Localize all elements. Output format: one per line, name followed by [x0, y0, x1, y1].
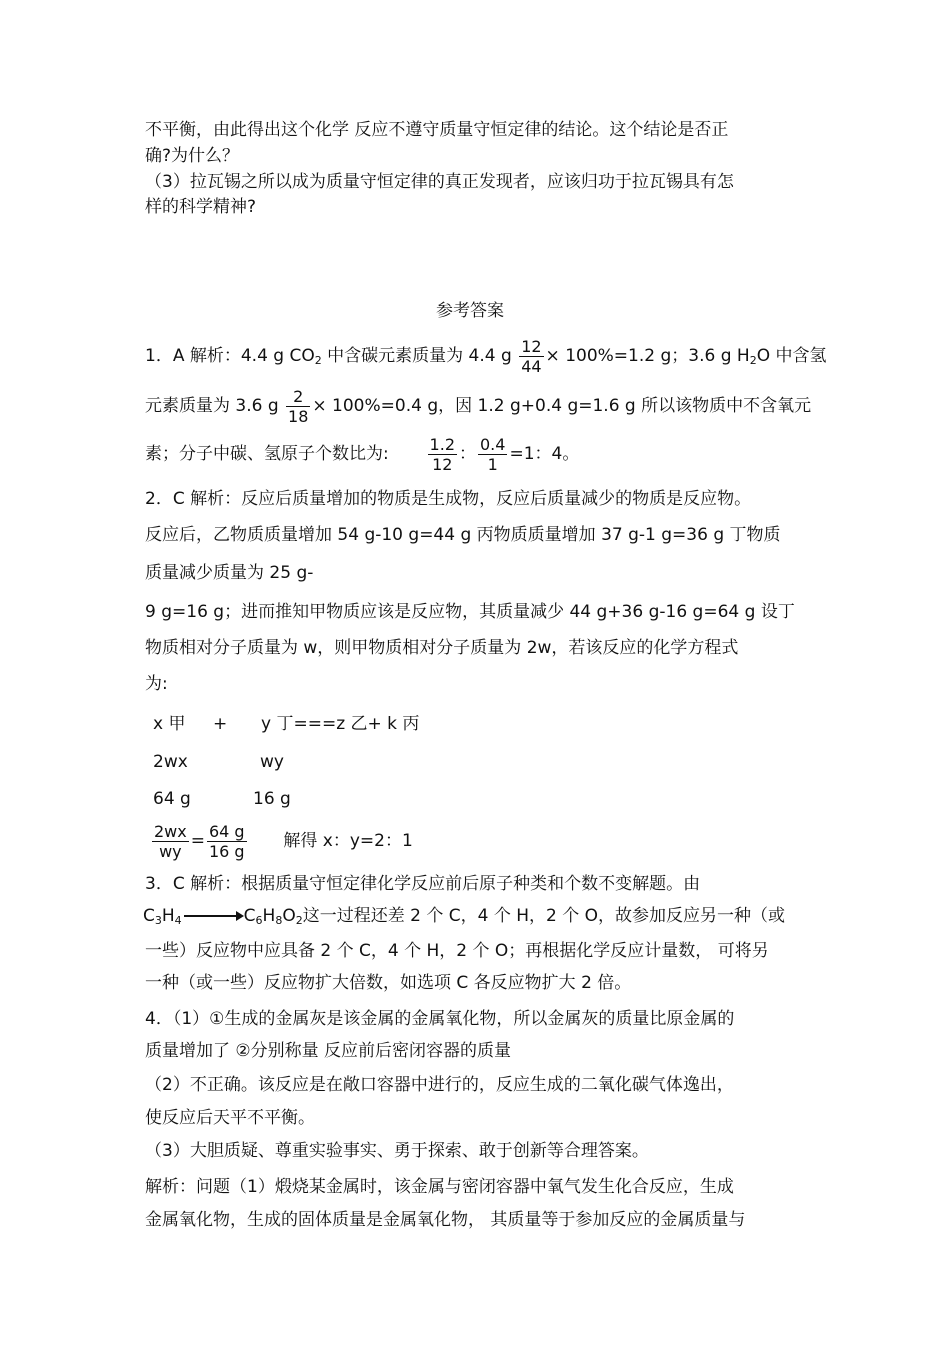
answer-2-line-5: 物质相对分子质量为 w，则甲物质相对分子质量为 2w，若该反应的化学方程式	[145, 638, 739, 658]
fraction-denominator: 16 g	[208, 841, 245, 861]
fraction-64g-16g	[207, 822, 247, 861]
answer-4-line-2: 质量增加了 ②分别称量 反应前后密闭容器的质量	[145, 1041, 512, 1061]
subscript: 3	[154, 914, 162, 927]
fraction-numerator: 2	[286, 387, 310, 407]
equation-right: y 丁===z 乙+ k 丙	[261, 714, 420, 734]
fraction-numerator: 1.2	[429, 434, 455, 454]
answer-4-line-7: 金属氧化物，生成的固体质量是金属氧化物， 其质量等于参加反应的金属质量与	[145, 1210, 746, 1230]
answer-4-line-3: （2）不正确。该反应是在敞口容器中进行的，反应生成的二氧化碳气体逸出，	[145, 1075, 734, 1095]
answer-3-line-1: 3．C 解析：根据质量守恒定律化学反应前后原子种类和个数不变解题。由	[145, 874, 701, 894]
fraction-numerator: 64 g	[208, 821, 245, 841]
fraction-denominator: 18	[288, 406, 309, 426]
answer-1-line-2	[145, 386, 811, 426]
answer-3-line-3: 一些）反应物中应具备 2 个 C，4 个 H，2 个 O；再根据化学反应计量数， 可将另	[145, 941, 769, 961]
answer-2-line-6: 为:	[145, 674, 168, 694]
formula-element: C	[243, 906, 256, 926]
answer-3-text: 这一过程还差 2 个 C，4 个 H，2 个 O，故参加反应另一种（或	[302, 906, 786, 926]
answer-2-line-4: 9 g=16 g；进而推知甲物质应该是反应物，其质量减少 44 g+36 g-16 g=64 g 设丁	[145, 602, 795, 622]
formula-element: C	[143, 906, 155, 926]
subscript: 2	[295, 914, 303, 927]
formula-element: H	[161, 906, 175, 926]
answer-3-line-2	[143, 905, 785, 932]
fraction-denominator: 12	[432, 454, 453, 474]
answer-2-line-1: 2．C 解析：反应后质量增加的物质是生成物，反应后质量减少的物质是反应物。	[145, 489, 752, 509]
ratio-colon: ：	[459, 444, 476, 464]
formula-element: O	[282, 906, 296, 926]
question-tail-line-1: 不平衡，由此得出这个化学 反应不遵守质量守恒定律的结论。这个结论是否正	[145, 120, 729, 140]
answer-1-text: 1．A 解析：4.4 g CO	[145, 346, 315, 366]
answer-1-text: O 中含氢	[756, 346, 827, 366]
question-tail-line-3: （3）拉瓦锡之所以成为质量守恒定律的真正发现者，应该归功于拉瓦锡具有怎	[145, 172, 734, 192]
answer-4-line-1: 4．（1）①生成的金属灰是该金属的金属氧化物，所以金属灰的质量比原金属的	[145, 1009, 735, 1029]
subscript: 8	[275, 914, 283, 927]
fraction-2wx-wy	[152, 822, 189, 861]
subscript: 2	[314, 354, 322, 367]
fraction-denominator: 44	[521, 356, 542, 376]
answer-1-text: 中含碳元素质量为 4.4 g	[321, 346, 512, 366]
fraction-0.4-1	[478, 435, 507, 474]
subscript: 6	[255, 914, 263, 927]
question-tail-line-2: 确?为什么？	[145, 146, 240, 166]
equals-sign: =	[190, 831, 205, 851]
solve-result: 解得 x：y=2：1	[283, 831, 413, 851]
answer-2-line-3: 质量减少质量为 25 g-	[145, 563, 314, 583]
fraction-numerator: 0.4	[480, 434, 506, 454]
fraction-2-18	[286, 387, 310, 426]
fraction-denominator: 1	[487, 454, 498, 474]
fraction-numerator: 2wx	[154, 821, 187, 841]
answer-4-line-5: （3）大胆质疑、尊重实验事实、勇于探索、敢于创新等合理答案。	[145, 1141, 649, 1161]
answer-3-line-4: 一种（或一些）反应物扩大倍数，如选项 C 各反应物扩大 2 倍。	[145, 973, 632, 993]
formula-element: H	[262, 906, 276, 926]
fraction-numerator: 12	[521, 336, 542, 356]
mass-row-1-b: wy	[260, 752, 284, 772]
answer-2-line-2: 反应后，乙物质质量增加 54 g-10 g=44 g 丙物质质量增加 37 g-1 g=36 g 丁物质	[145, 525, 781, 545]
answer-1-text: 元素质量为 3.6 g	[145, 396, 279, 416]
equation-plus: +	[213, 714, 228, 734]
subscript: 4	[174, 914, 182, 927]
fraction-12-44	[519, 337, 543, 376]
answer-1-text: × 100%=0.4 g，因 1.2 g+0.4 g=1.6 g 所以该物质中不含氧元	[312, 396, 812, 416]
answers-title: 参考答案	[436, 301, 504, 321]
mass-row-2-b: 16 g	[253, 789, 291, 809]
subscript: 2	[749, 354, 757, 367]
question-tail-line-4: 样的科学精神?	[145, 197, 257, 217]
answer-1-line-3	[145, 434, 579, 474]
reaction-arrow-icon	[184, 915, 242, 917]
fraction-1.2-12	[428, 435, 457, 474]
mass-row-1-a: 2wx	[153, 752, 188, 772]
answer-4-line-4: 使反应后天平不平衡。	[145, 1108, 315, 1128]
answer-1-text: × 100%=1.2 g；3.6 g H	[545, 346, 750, 366]
equation-left: x 甲	[153, 714, 186, 734]
fraction-denominator: wy	[159, 841, 182, 861]
proportion-equation	[150, 818, 413, 864]
answer-1-line-1	[145, 336, 827, 381]
answer-1-text: 素；分子中碳、氢原子个数比为:	[145, 444, 389, 464]
answer-1-text: =1：4。	[509, 444, 580, 464]
mass-row-2-a: 64 g	[153, 789, 191, 809]
answer-4-line-6: 解析：问题（1）煅烧某金属时，该金属与密闭容器中氧气发生化合反应，生成	[145, 1177, 734, 1197]
